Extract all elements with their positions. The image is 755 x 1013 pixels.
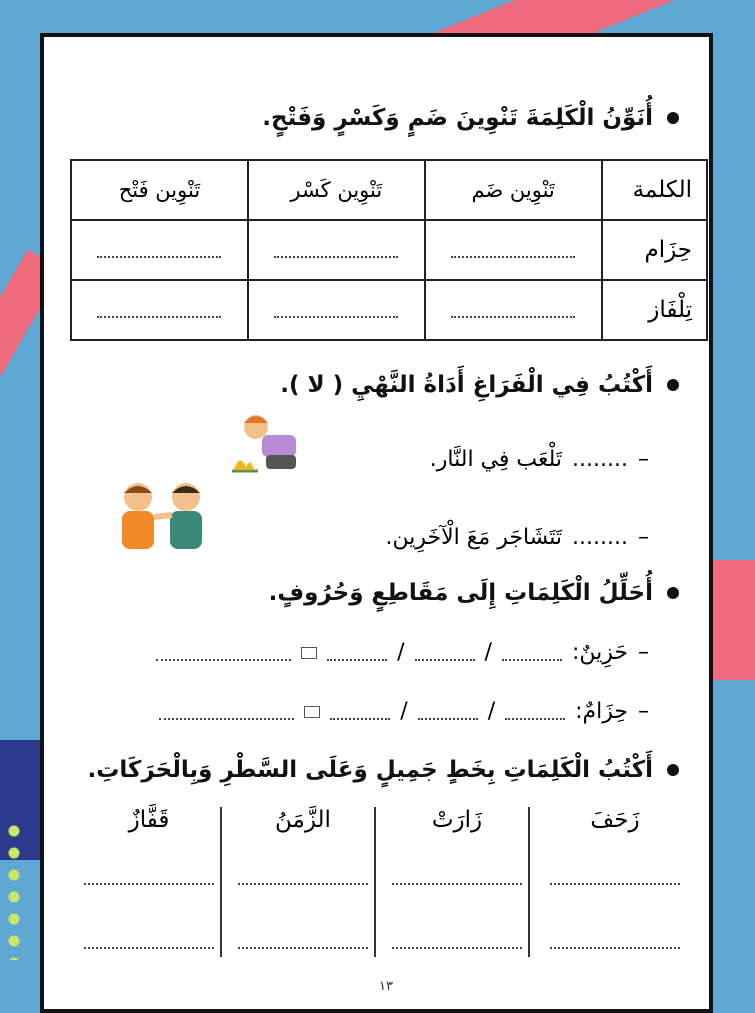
table-header-row — [71, 160, 707, 220]
worksheet-page — [40, 33, 713, 1013]
section2-heading: أَكْتُبُ فِي الْفَرَاغِ أَدَاةُ النَّهْيِ ( لا ). — [280, 372, 679, 398]
section1-heading: أُنَوِّنُ الْكَلِمَةَ تَنْوِينَ ضَمٍ وَكَسْرٍ وَفَتْحٍ. — [262, 105, 679, 131]
answer-blank[interactable] — [248, 280, 425, 340]
writing-line[interactable] — [550, 945, 680, 949]
boy-with-fire-image — [226, 409, 306, 479]
answer-blank[interactable] — [425, 280, 602, 340]
writing-line[interactable] — [84, 881, 214, 885]
blank[interactable]: ........ — [572, 447, 628, 472]
page-number: ١٣ — [379, 979, 393, 994]
handwriting-columns — [70, 807, 690, 967]
boys-arguing-image — [110, 477, 220, 552]
writing-column: قَفَّازٌ — [74, 807, 224, 949]
header-kasr: تَنْوِين كَسْر — [248, 160, 425, 220]
bg-dots — [4, 820, 24, 960]
bg-pink-stripe-right — [712, 560, 755, 680]
writing-column: زَارَتْ — [382, 807, 532, 949]
answer-blank[interactable] — [71, 220, 248, 280]
prohibition-line-1: – ........ تَلْعَب فِي النَّار. — [429, 447, 649, 472]
syllable-blank[interactable] — [418, 704, 478, 720]
header-word: الكلمة — [602, 160, 707, 220]
syllable-blank[interactable] — [330, 704, 390, 720]
answer-blank[interactable] — [248, 220, 425, 280]
writing-line[interactable] — [392, 945, 522, 949]
row-word: حِزَام — [602, 220, 707, 280]
analysis-line-1: – حَزِينٌ: / / — [156, 640, 649, 665]
answer-blank[interactable] — [71, 280, 248, 340]
writing-line[interactable] — [84, 945, 214, 949]
row-word: تِلْفَاز — [602, 280, 707, 340]
writing-column: الزَّمَنُ — [228, 807, 378, 949]
syllable-blank[interactable] — [327, 645, 387, 661]
header-fath: تَنْوِين فَتْح — [71, 160, 248, 220]
writing-column: زَحَفَ — [540, 807, 690, 949]
syllable-blank[interactable] — [502, 645, 562, 661]
blank[interactable]: ........ — [572, 525, 628, 550]
letters-blank[interactable] — [156, 645, 291, 661]
prohibition-line-2: – ........ تَتَشَاجَر مَعَ الْآخَرِين. — [385, 525, 649, 550]
tanween-table — [70, 159, 708, 341]
header-dam: تَنْوِين ضَم — [425, 160, 602, 220]
syllable-blank[interactable] — [505, 704, 565, 720]
table-row — [71, 280, 707, 340]
writing-line[interactable] — [238, 945, 368, 949]
bullet-icon — [667, 587, 679, 599]
letters-blank[interactable] — [159, 704, 294, 720]
section4-heading: أَكْتُبُ الْكَلِمَاتِ بِخَطٍ جَمِيلٍ وَعَلَى السَّطْرِ وَبِالْحَرَكَاتِ. — [88, 757, 680, 783]
equals-icon — [301, 647, 317, 659]
section3-heading: أُحَلِّلُ الْكَلِمَاتِ إِلَى مَقَاطِعٍ وَحُرُوفٍ. — [269, 580, 679, 606]
writing-line[interactable] — [392, 881, 522, 885]
equals-icon — [304, 706, 320, 718]
writing-line[interactable] — [238, 881, 368, 885]
bullet-icon — [667, 112, 679, 124]
table-row — [71, 220, 707, 280]
bullet-icon — [667, 379, 679, 391]
answer-blank[interactable] — [425, 220, 602, 280]
syllable-blank[interactable] — [415, 645, 475, 661]
writing-line[interactable] — [550, 881, 680, 885]
analysis-line-2: – حِزَامٌ: / / — [159, 699, 649, 724]
bullet-icon — [667, 764, 679, 776]
